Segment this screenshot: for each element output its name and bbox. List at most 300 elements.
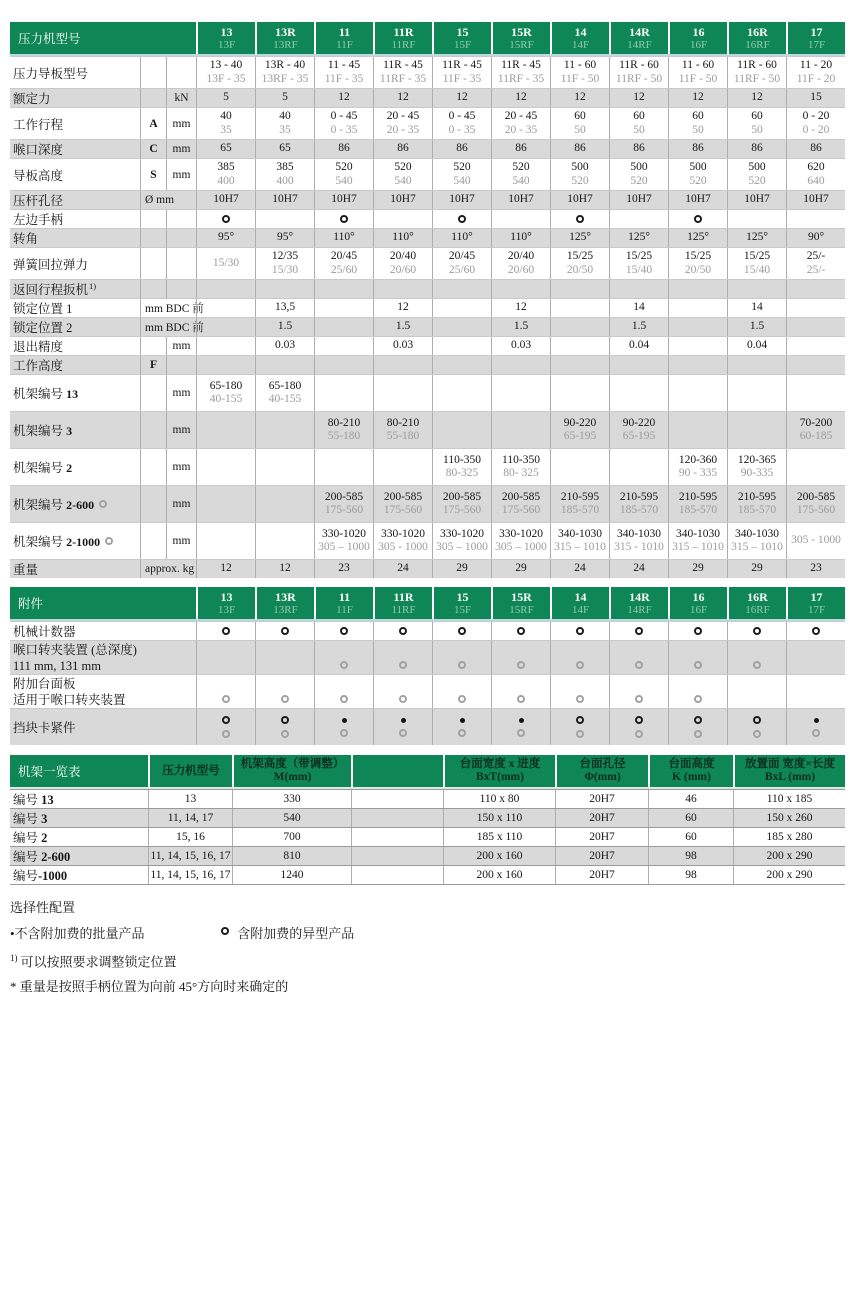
cell-value-secondary: 55-180: [327, 430, 361, 442]
cell: [668, 159, 727, 190]
gray-ring-icon: [99, 500, 107, 508]
cell: [786, 412, 845, 448]
cell-value: 12: [574, 91, 586, 104]
row-letter: [140, 57, 166, 88]
cell: [609, 191, 668, 209]
footnote-superscript: 1): [10, 953, 18, 963]
cell: [373, 191, 432, 209]
gray-ring-icon: [340, 661, 348, 669]
cell: [255, 140, 314, 158]
frame-row: [10, 827, 845, 846]
model-header-cell: [314, 587, 373, 619]
row-unit: mm: [166, 523, 196, 559]
cell: [550, 337, 609, 355]
cell: [491, 318, 550, 336]
cell: [196, 641, 255, 674]
cell: [550, 641, 609, 674]
cell: [786, 560, 845, 578]
cell: [255, 622, 314, 640]
cell: [491, 210, 550, 228]
cell: [432, 523, 491, 559]
frame-cell: 11, 14, 15, 16, 17: [148, 847, 232, 865]
row-unit: [166, 229, 196, 247]
model-header-cell: [314, 22, 373, 54]
gray-ring-icon: [222, 730, 230, 738]
cell: [432, 709, 491, 745]
cell-value: 10H7: [390, 193, 416, 206]
cell: [786, 356, 845, 374]
footnote-lock-position-text: 可以按照要求调整锁定位置: [20, 954, 177, 970]
cell: [196, 210, 255, 228]
cell: [727, 248, 786, 279]
frame-row-label-text: 编号 13: [13, 793, 54, 807]
cell: [550, 280, 609, 298]
cell-value: 12: [338, 91, 350, 104]
cell: [550, 57, 609, 88]
cell-value: 0 - 45: [448, 110, 476, 122]
row-letter: [140, 337, 166, 355]
gray-ring-icon: [399, 661, 407, 669]
cell-value: 1.5: [395, 320, 411, 333]
spec-row: [10, 209, 845, 228]
frame-table-header-row: [10, 755, 845, 789]
row-label-text: 退出精度: [13, 340, 64, 354]
cell: [550, 210, 609, 228]
spec-row: [10, 107, 845, 139]
gray-ring-icon: [340, 695, 348, 703]
row-label-text: 喉口深度: [13, 143, 64, 157]
frame-row: [10, 846, 845, 865]
footnote-weight: * 重量是按照手柄位置为向前 45°方向时来确定的: [10, 979, 289, 995]
row-letter: F: [140, 356, 166, 374]
row-label: [10, 229, 140, 247]
row-unit: [166, 57, 196, 88]
cell: [314, 675, 373, 708]
spec-row: [10, 158, 845, 190]
cell: [609, 412, 668, 448]
cell: [786, 140, 845, 158]
cell: [609, 560, 668, 578]
cell: [727, 486, 786, 522]
row-label-text: 压杆孔径: [13, 194, 64, 208]
ring-icon: [458, 627, 466, 635]
cell: [255, 560, 314, 578]
row-label-text: 机架编号 2-1000: [13, 532, 113, 550]
cell: [550, 675, 609, 708]
row-label-text: 锁定位置 2: [13, 321, 73, 335]
legend-bulk-label: •不含附加费的批量产品: [10, 926, 145, 941]
cell: [491, 57, 550, 88]
model-variant: 15F: [453, 603, 472, 616]
cell: [196, 89, 255, 107]
cell-value-secondary: 0 - 35: [330, 123, 358, 136]
cell: [609, 108, 668, 139]
model-variant: 14F: [571, 38, 590, 51]
cell: [786, 622, 845, 640]
frame-cell: 20H7: [555, 809, 648, 827]
cell: [727, 140, 786, 158]
frame-row-label: [10, 809, 148, 827]
frame-cell: 185 x 280: [733, 828, 845, 846]
cell: [609, 337, 668, 355]
row-label-bold: 3: [66, 424, 73, 438]
cell: [255, 248, 314, 279]
cell-value: 80-210: [386, 416, 420, 429]
frame-row-label: [10, 847, 148, 865]
model-variant: 16F: [689, 603, 708, 616]
model-header-cell: [727, 587, 786, 619]
cell: [786, 486, 845, 522]
cell-value: 110-350: [443, 453, 481, 466]
cell-value: 29: [751, 562, 763, 575]
row-unit: [166, 280, 196, 298]
spec-row: [10, 374, 845, 411]
row-letter: C: [140, 140, 166, 158]
cell-value-secondary: 20 - 35: [504, 123, 538, 136]
cell: [255, 229, 314, 247]
cell: [314, 57, 373, 88]
cell-value: 340-1030: [557, 527, 603, 540]
row-label: [10, 248, 140, 279]
row-label: [10, 108, 140, 139]
frame-row-label: [10, 866, 148, 884]
frame-cell: 20H7: [555, 790, 648, 808]
frame-row-label-text: 编号 2: [13, 831, 48, 845]
ring-icon: [458, 215, 466, 223]
cell-value: 90-220: [563, 416, 597, 429]
cell: [432, 675, 491, 708]
cell: [373, 709, 432, 745]
spec-row: [10, 279, 845, 298]
row-unit: mm: [166, 337, 196, 355]
row-unit: mm: [166, 159, 196, 190]
model-header-cell: [491, 587, 550, 619]
cell-value: 1.5: [277, 320, 293, 333]
cell-value-secondary: 185-570: [560, 504, 600, 516]
cell: [609, 159, 668, 190]
cell: [491, 375, 550, 411]
frame-cell: 540: [232, 809, 351, 827]
frame-header-line2: K (mm): [672, 771, 711, 783]
model-header-cell: [550, 587, 609, 619]
cell-value: 11R - 45: [383, 59, 423, 71]
cell-value: 620: [807, 161, 825, 173]
cell-value: 120-365: [737, 453, 777, 466]
model-header-cell: [609, 587, 668, 619]
row-unit: mm: [166, 486, 196, 522]
frame-cell: 20H7: [555, 828, 648, 846]
cell: [373, 108, 432, 139]
cell-value: 500: [571, 161, 589, 173]
cell: [550, 159, 609, 190]
row-unit-merged: mm BDC 前: [140, 318, 196, 336]
model-variant: 16RF: [745, 603, 770, 616]
gray-ring-icon: [517, 695, 525, 703]
cell-value-secondary: 315 – 1010: [554, 541, 606, 553]
spec-row: [10, 228, 845, 247]
cell-value: 13R - 40: [264, 59, 306, 71]
spec-row: [10, 448, 845, 485]
cell: [491, 622, 550, 640]
row-letter: S: [140, 159, 166, 190]
cell: [727, 229, 786, 247]
cell-value: 10H7: [331, 193, 357, 206]
model-header-cell: [373, 22, 432, 54]
cell-value-secondary: 55-180: [386, 430, 420, 442]
cell-value: 90-220: [622, 416, 656, 429]
cell: [727, 89, 786, 107]
cell: [373, 299, 432, 317]
model-header-cell: [668, 22, 727, 54]
model-id: 16R: [747, 589, 768, 604]
cell-value: 500: [630, 161, 648, 173]
row-unit: kN: [166, 89, 196, 107]
model-variant: 14RF: [627, 603, 652, 616]
cell-value: 200-585: [796, 490, 836, 503]
cell: [373, 248, 432, 279]
model-id: 16: [692, 24, 705, 39]
row-label: [10, 280, 140, 298]
cell: [727, 709, 786, 745]
model-header-cell: [786, 587, 845, 619]
cell-value-secondary: 40-155: [209, 393, 243, 405]
cell-value: 340-1030: [734, 527, 780, 540]
cell: [668, 375, 727, 411]
model-id: 17: [810, 24, 823, 39]
cell-value-secondary: 90-335: [740, 467, 774, 479]
frame-row-label-text: 编号-1000: [13, 869, 68, 883]
row-label-text: 工作行程: [13, 117, 64, 132]
cell-value-secondary: 20/60: [389, 263, 417, 276]
cell-value: 15/25: [684, 250, 712, 262]
ring-icon: [340, 627, 348, 635]
gray-ring-icon: [694, 661, 702, 669]
model-id: 14R: [629, 24, 650, 39]
gray-ring-icon: [222, 695, 230, 703]
cell-value: 12: [633, 91, 645, 104]
cell: [727, 675, 786, 708]
row-label-text: 机架编号 2: [13, 461, 73, 475]
model-variant: 17F: [807, 603, 826, 616]
cell-value-secondary: 80- 325: [503, 467, 539, 479]
cell: [609, 375, 668, 411]
cell: [550, 140, 609, 158]
cell-value-secondary: 65-195: [622, 430, 656, 442]
cell: [432, 140, 491, 158]
model-id: 14: [574, 24, 587, 39]
cell: [727, 449, 786, 485]
cell-value-secondary: 305 – 1000: [495, 541, 547, 553]
cell: [196, 709, 255, 745]
cell: [786, 280, 845, 298]
cell: [786, 89, 845, 107]
cell: [255, 356, 314, 374]
cell: [373, 318, 432, 336]
cell: [196, 159, 255, 190]
row-label: [10, 449, 140, 485]
cell-value-secondary: 15/30: [271, 263, 299, 276]
cell-value-secondary: 35: [220, 123, 232, 136]
cell-value: 10H7: [449, 193, 475, 206]
cell-value-secondary: 11F - 50: [560, 72, 600, 85]
cell: [314, 280, 373, 298]
row-label: [10, 641, 196, 674]
cell-value-secondary: 400: [217, 174, 235, 187]
row-unit: [166, 356, 196, 374]
row-label: [10, 318, 140, 336]
cell: [255, 57, 314, 88]
cell: [432, 191, 491, 209]
cell-value: 11 - 20: [799, 59, 833, 71]
cell-value-secondary: 11F - 50: [678, 72, 718, 85]
cell-value: 5: [282, 91, 288, 104]
row-label: [10, 210, 140, 228]
cell: [373, 57, 432, 88]
gray-ring-icon: [399, 729, 407, 737]
cell: [314, 108, 373, 139]
cell: [432, 375, 491, 411]
cell: [786, 641, 845, 674]
row-label-text: 机架编号 13: [13, 387, 79, 401]
cell-value: 14: [751, 301, 763, 314]
ring-icon: [340, 215, 348, 223]
ring-icon: [281, 716, 289, 724]
cell: [668, 210, 727, 228]
model-id: 15: [456, 589, 469, 604]
ring-icon: [222, 716, 230, 724]
cell-value: 385: [276, 161, 294, 173]
model-header-cell: [491, 22, 550, 54]
frame-cell: 46: [648, 790, 733, 808]
cell-value: 15/25: [743, 250, 771, 262]
cell: [196, 191, 255, 209]
cell: [668, 709, 727, 745]
cell-value-secondary: 80-325: [445, 467, 479, 479]
cell: [786, 210, 845, 228]
gray-ring-icon: [635, 661, 643, 669]
cell-value: 12: [456, 91, 468, 104]
row-label-bold: 2: [66, 461, 73, 475]
row-unit: mm: [166, 412, 196, 448]
cell: [727, 280, 786, 298]
legend-special: [221, 926, 354, 941]
cell: [255, 412, 314, 448]
row-label-text: 喉口转夹装置 (总深度): [13, 642, 137, 657]
row-label-text: 压力导板型号: [13, 66, 89, 81]
cell: [668, 641, 727, 674]
row-label: [10, 560, 140, 578]
cell-value: 210-595: [737, 490, 777, 503]
ring-icon: [221, 927, 229, 935]
cell-value: 0.03: [392, 339, 414, 352]
cell: [491, 280, 550, 298]
cell-value: 65: [279, 142, 291, 155]
model-id: 16R: [747, 24, 768, 39]
cell: [432, 412, 491, 448]
frame-cell: 13: [148, 790, 232, 808]
cell: [196, 229, 255, 247]
cell: [550, 318, 609, 336]
cell: [668, 299, 727, 317]
ring-icon: [753, 627, 761, 635]
model-variant: 14RF: [627, 38, 652, 51]
spec-row: [10, 559, 845, 578]
model-variant: 13F: [217, 38, 236, 51]
cell-value: 0.03: [510, 339, 532, 352]
cell-value: 10H7: [213, 193, 239, 206]
ring-icon: [517, 627, 525, 635]
frame-row-label: [10, 790, 148, 808]
cell-value: 10H7: [272, 193, 298, 206]
cell: [196, 622, 255, 640]
cell: [491, 337, 550, 355]
cell-value: 210-595: [678, 490, 718, 503]
cell: [550, 89, 609, 107]
cell: [255, 89, 314, 107]
cell-value-secondary: 175-560: [383, 504, 423, 516]
cell: [727, 375, 786, 411]
frame-cell: 98: [648, 847, 733, 865]
row-label-text: 弹簧回拉弹力: [13, 257, 89, 272]
cell: [668, 449, 727, 485]
cell: [373, 486, 432, 522]
frame-cell: 150 x 260: [733, 809, 845, 827]
model-id: 11R: [393, 24, 414, 39]
model-header-cell: [373, 587, 432, 619]
cell: [727, 412, 786, 448]
cell: [727, 299, 786, 317]
cell: [668, 89, 727, 107]
dot-icon: [814, 718, 819, 723]
cell: [432, 622, 491, 640]
cell-value: 86: [692, 142, 704, 155]
frame-row-label-bold: 3: [41, 812, 48, 826]
cell: [727, 159, 786, 190]
cell: [668, 675, 727, 708]
frame-header-cell: [351, 755, 443, 787]
table-title: 附件: [18, 597, 44, 611]
cell-value-secondary: 25/-: [806, 263, 826, 276]
cell: [196, 280, 255, 298]
cell: [432, 159, 491, 190]
table-title: 压力机型号: [18, 32, 81, 46]
model-header-cell: [432, 587, 491, 619]
row-unit: mm: [166, 375, 196, 411]
model-variant: 15F: [453, 38, 472, 51]
frame-header-line2: Φ(mm): [584, 771, 621, 783]
cell-value-secondary: 15/30: [212, 256, 240, 269]
cell-value: 210-595: [560, 490, 600, 503]
cell-value-secondary: 175-560: [324, 504, 364, 516]
cell: [196, 108, 255, 139]
cell: [786, 449, 845, 485]
cell: [314, 140, 373, 158]
cell-value: 60: [751, 110, 763, 122]
cell: [196, 57, 255, 88]
cell: [491, 108, 550, 139]
row-unit-merged: mm BDC 前: [140, 299, 196, 317]
cell: [609, 449, 668, 485]
row-letter: [140, 89, 166, 107]
model-variant: 16RF: [745, 38, 770, 51]
model-id: 11R: [393, 589, 414, 604]
cell-value-secondary: 315 – 1010: [731, 541, 783, 553]
cell-value-secondary: 540: [512, 174, 530, 187]
frame-row: [10, 789, 845, 808]
cell-value: 10H7: [685, 193, 711, 206]
cell: [727, 356, 786, 374]
cell-value: 23: [338, 562, 350, 575]
